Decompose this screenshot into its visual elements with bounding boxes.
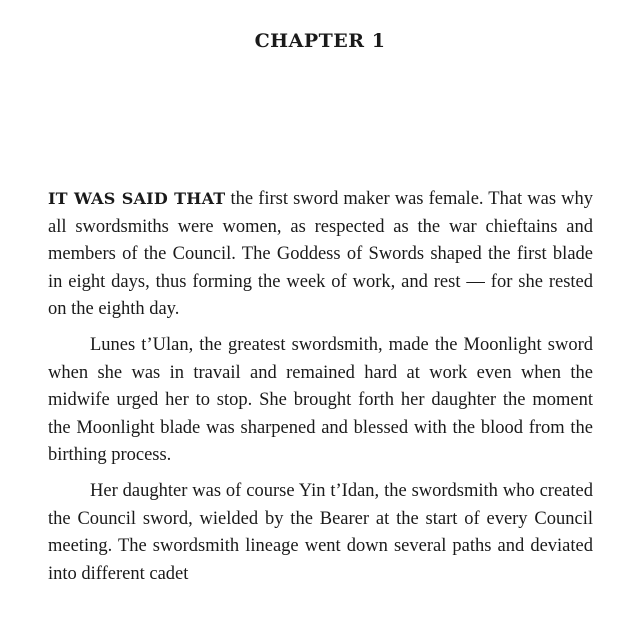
paragraph-2: Lunes t’Ulan, the greatest swordsmith, made the Moonlight sword when she was in travail and remained hard at work even when the midwife urged her to stop. She brought forth her daughter the moment the Moonlight blade was sharpened and blessed with the blood from the birthing process. [48, 334, 593, 466]
chapter-title: CHAPTER 1 [254, 30, 386, 52]
paragraph-1 [48, 185, 593, 324]
chapter-body [48, 185, 593, 588]
paragraph-3: Her daughter was of course Yin t’Idan, the swordsmith who created the Council sword, wielded by the Bearer at the start of every Council meeting. The swordsmith lineage went down several paths and deviated into different cadet [48, 480, 593, 584]
paragraph-lead-in: IT WAS SAID THAT [48, 189, 226, 208]
paragraph-1-text: the first sword maker was female. That was why all swordsmiths were women, as respected as the war chieftains and members of the Council. The Goddess of Swords shaped the first blade in eight days, thus forming the week of work, and rest — for she rested on the eighth day. [48, 189, 594, 320]
